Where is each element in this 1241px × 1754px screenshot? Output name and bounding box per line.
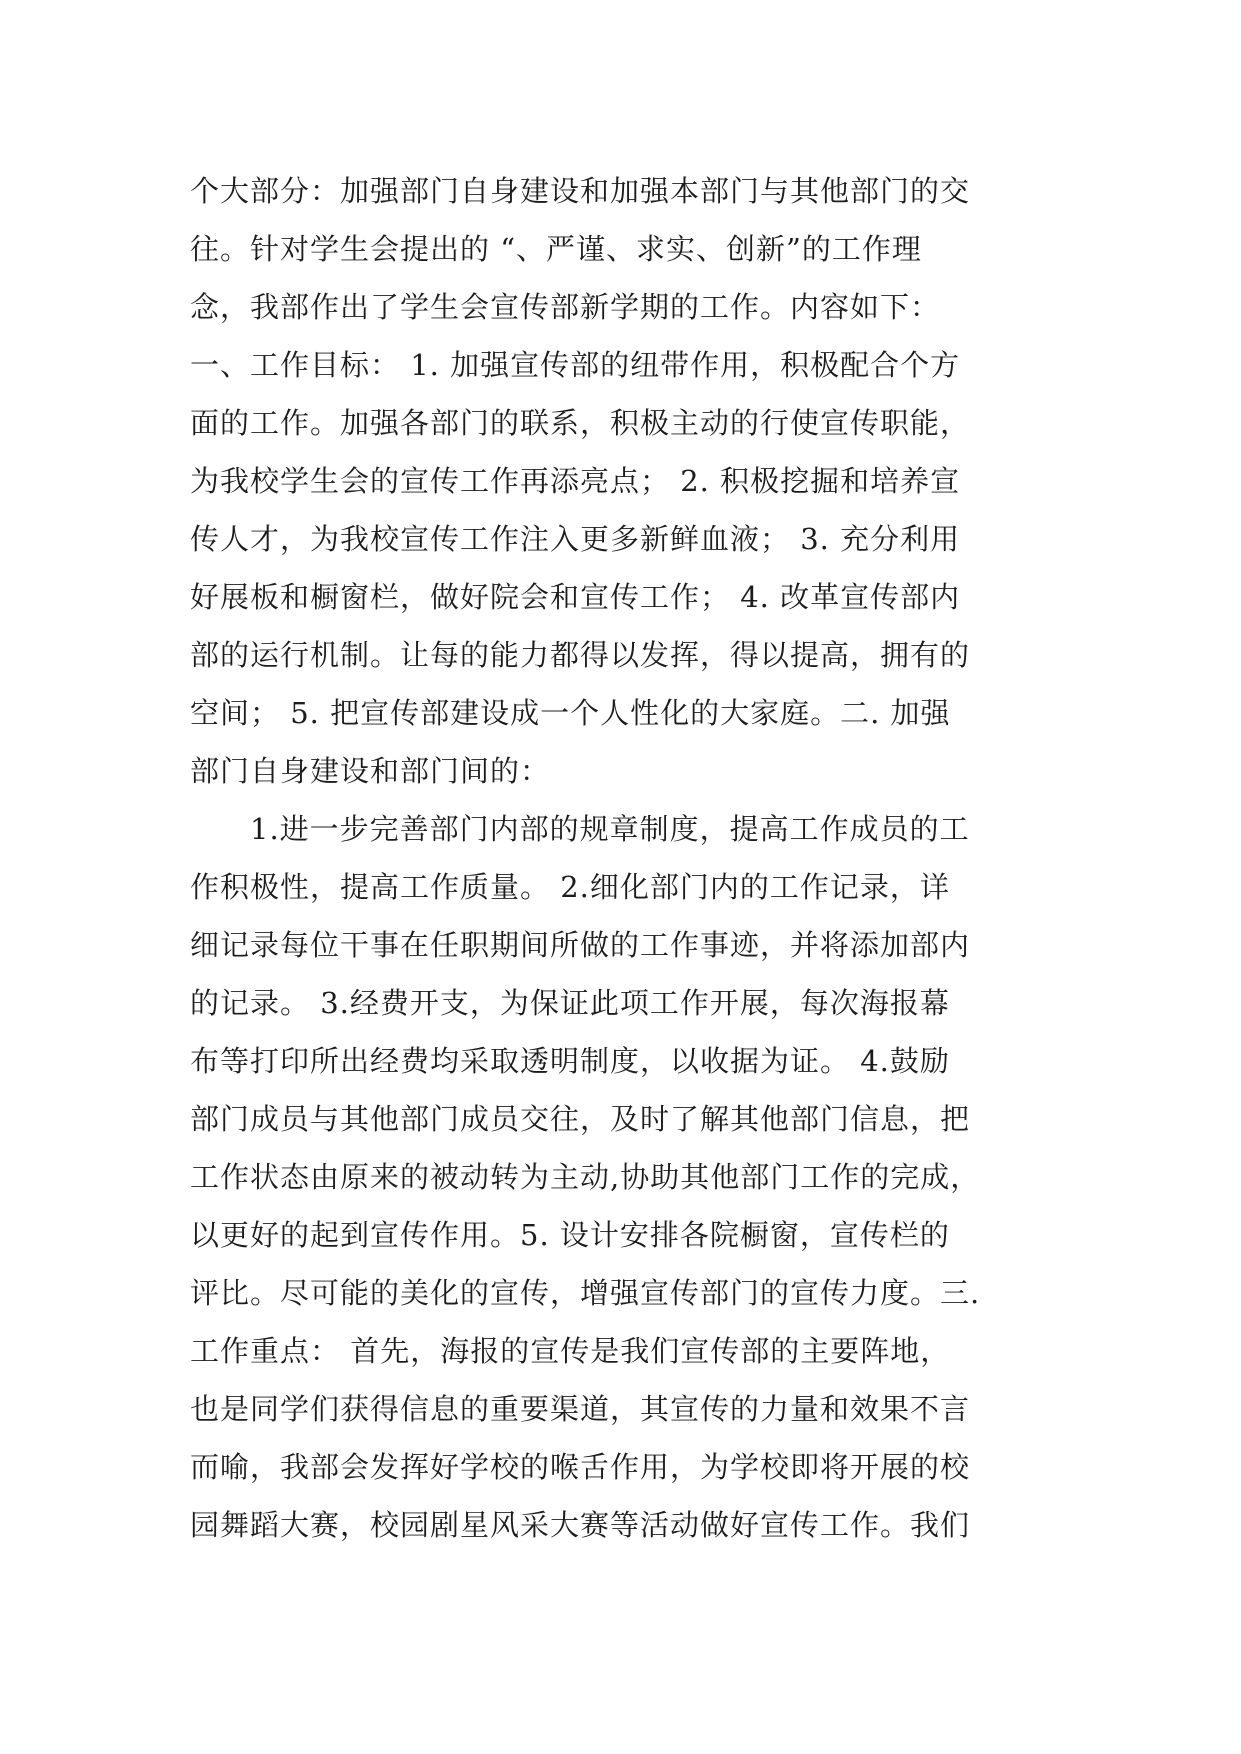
text-line: 传人才，为我校宣传工作注入更多新鲜血液； 3. 充分利用 <box>190 522 961 556</box>
text-line: 而喻，我部会发挥好学校的喉舌作用，为学校即将开展的校 <box>190 1450 971 1484</box>
text-line: 为我校学生会的宣传工作再添亮点； 2. 积极挖掘和培养宣 <box>190 464 961 498</box>
text-line: 工作状态由原来的被动转为主动,协助其他部门工作的完成， <box>190 1160 981 1194</box>
text-line: 细记录每位干事在任职期间所做的工作事迹，并将添加部内 <box>190 928 971 962</box>
text-line: 往。针对学生会提出的 “、严谨、求实、创新”的工作理 <box>190 232 922 266</box>
text-line: 作积极性，提高工作质量。 2.细化部门内的工作记录，详 <box>190 870 950 904</box>
text-line: 一、工作目标： 1. 加强宣传部的纽带作用，积极配合个方 <box>190 348 961 382</box>
text-line: 评比。尽可能的美化的宣传，增强宣传部门的宣传力度。三. <box>190 1276 981 1310</box>
text-line: 部门自身建设和部门间的： <box>190 754 551 788</box>
text-line: 工作重点： 首先，海报的宣传是我们宣传部的主要阵地， <box>190 1334 951 1368</box>
text-line: 念，我部作出了学生会宣传部新学期的工作。内容如下： <box>190 290 941 324</box>
text-line: 部门成员与其他部门成员交往，及时了解其他部门信息，把 <box>190 1102 971 1136</box>
text-line: 部的运行机制。让每的能力都得以发挥，得以提高，拥有的 <box>190 638 971 672</box>
text-line: 空间； 5. 把宣传部建设成一个人性化的大家庭。二. 加强 <box>190 696 951 730</box>
text-line: 1.进一步完善部门内部的规章制度，提高工作成员的工 <box>190 812 970 846</box>
text-line: 的记录。 3.经费开支，为保证此项工作开展，每次海报幕 <box>190 986 950 1020</box>
text-line: 以更好的起到宣传作用。5. 设计安排各院橱窗，宣传栏的 <box>190 1218 950 1252</box>
text-line: 面的工作。加强各部门的联系，积极主动的行使宣传职能， <box>190 406 971 440</box>
body-text <box>190 162 1050 1554</box>
text-line: 好展板和橱窗栏，做好院会和宣传工作； 4. 改革宣传部内 <box>190 580 961 614</box>
text-line: 园舞蹈大赛，校园剧星风采大赛等活动做好宣传工作。我们 <box>190 1508 971 1542</box>
text-line: 也是同学们获得信息的重要渠道，其宣传的力量和效果不言 <box>190 1392 971 1426</box>
text-line: 个大部分：加强部门自身建设和加强本部门与其他部门的交 <box>190 174 971 208</box>
text-line: 布等打印所出经费均采取透明制度，以收据为证。 4.鼓励 <box>190 1044 950 1078</box>
